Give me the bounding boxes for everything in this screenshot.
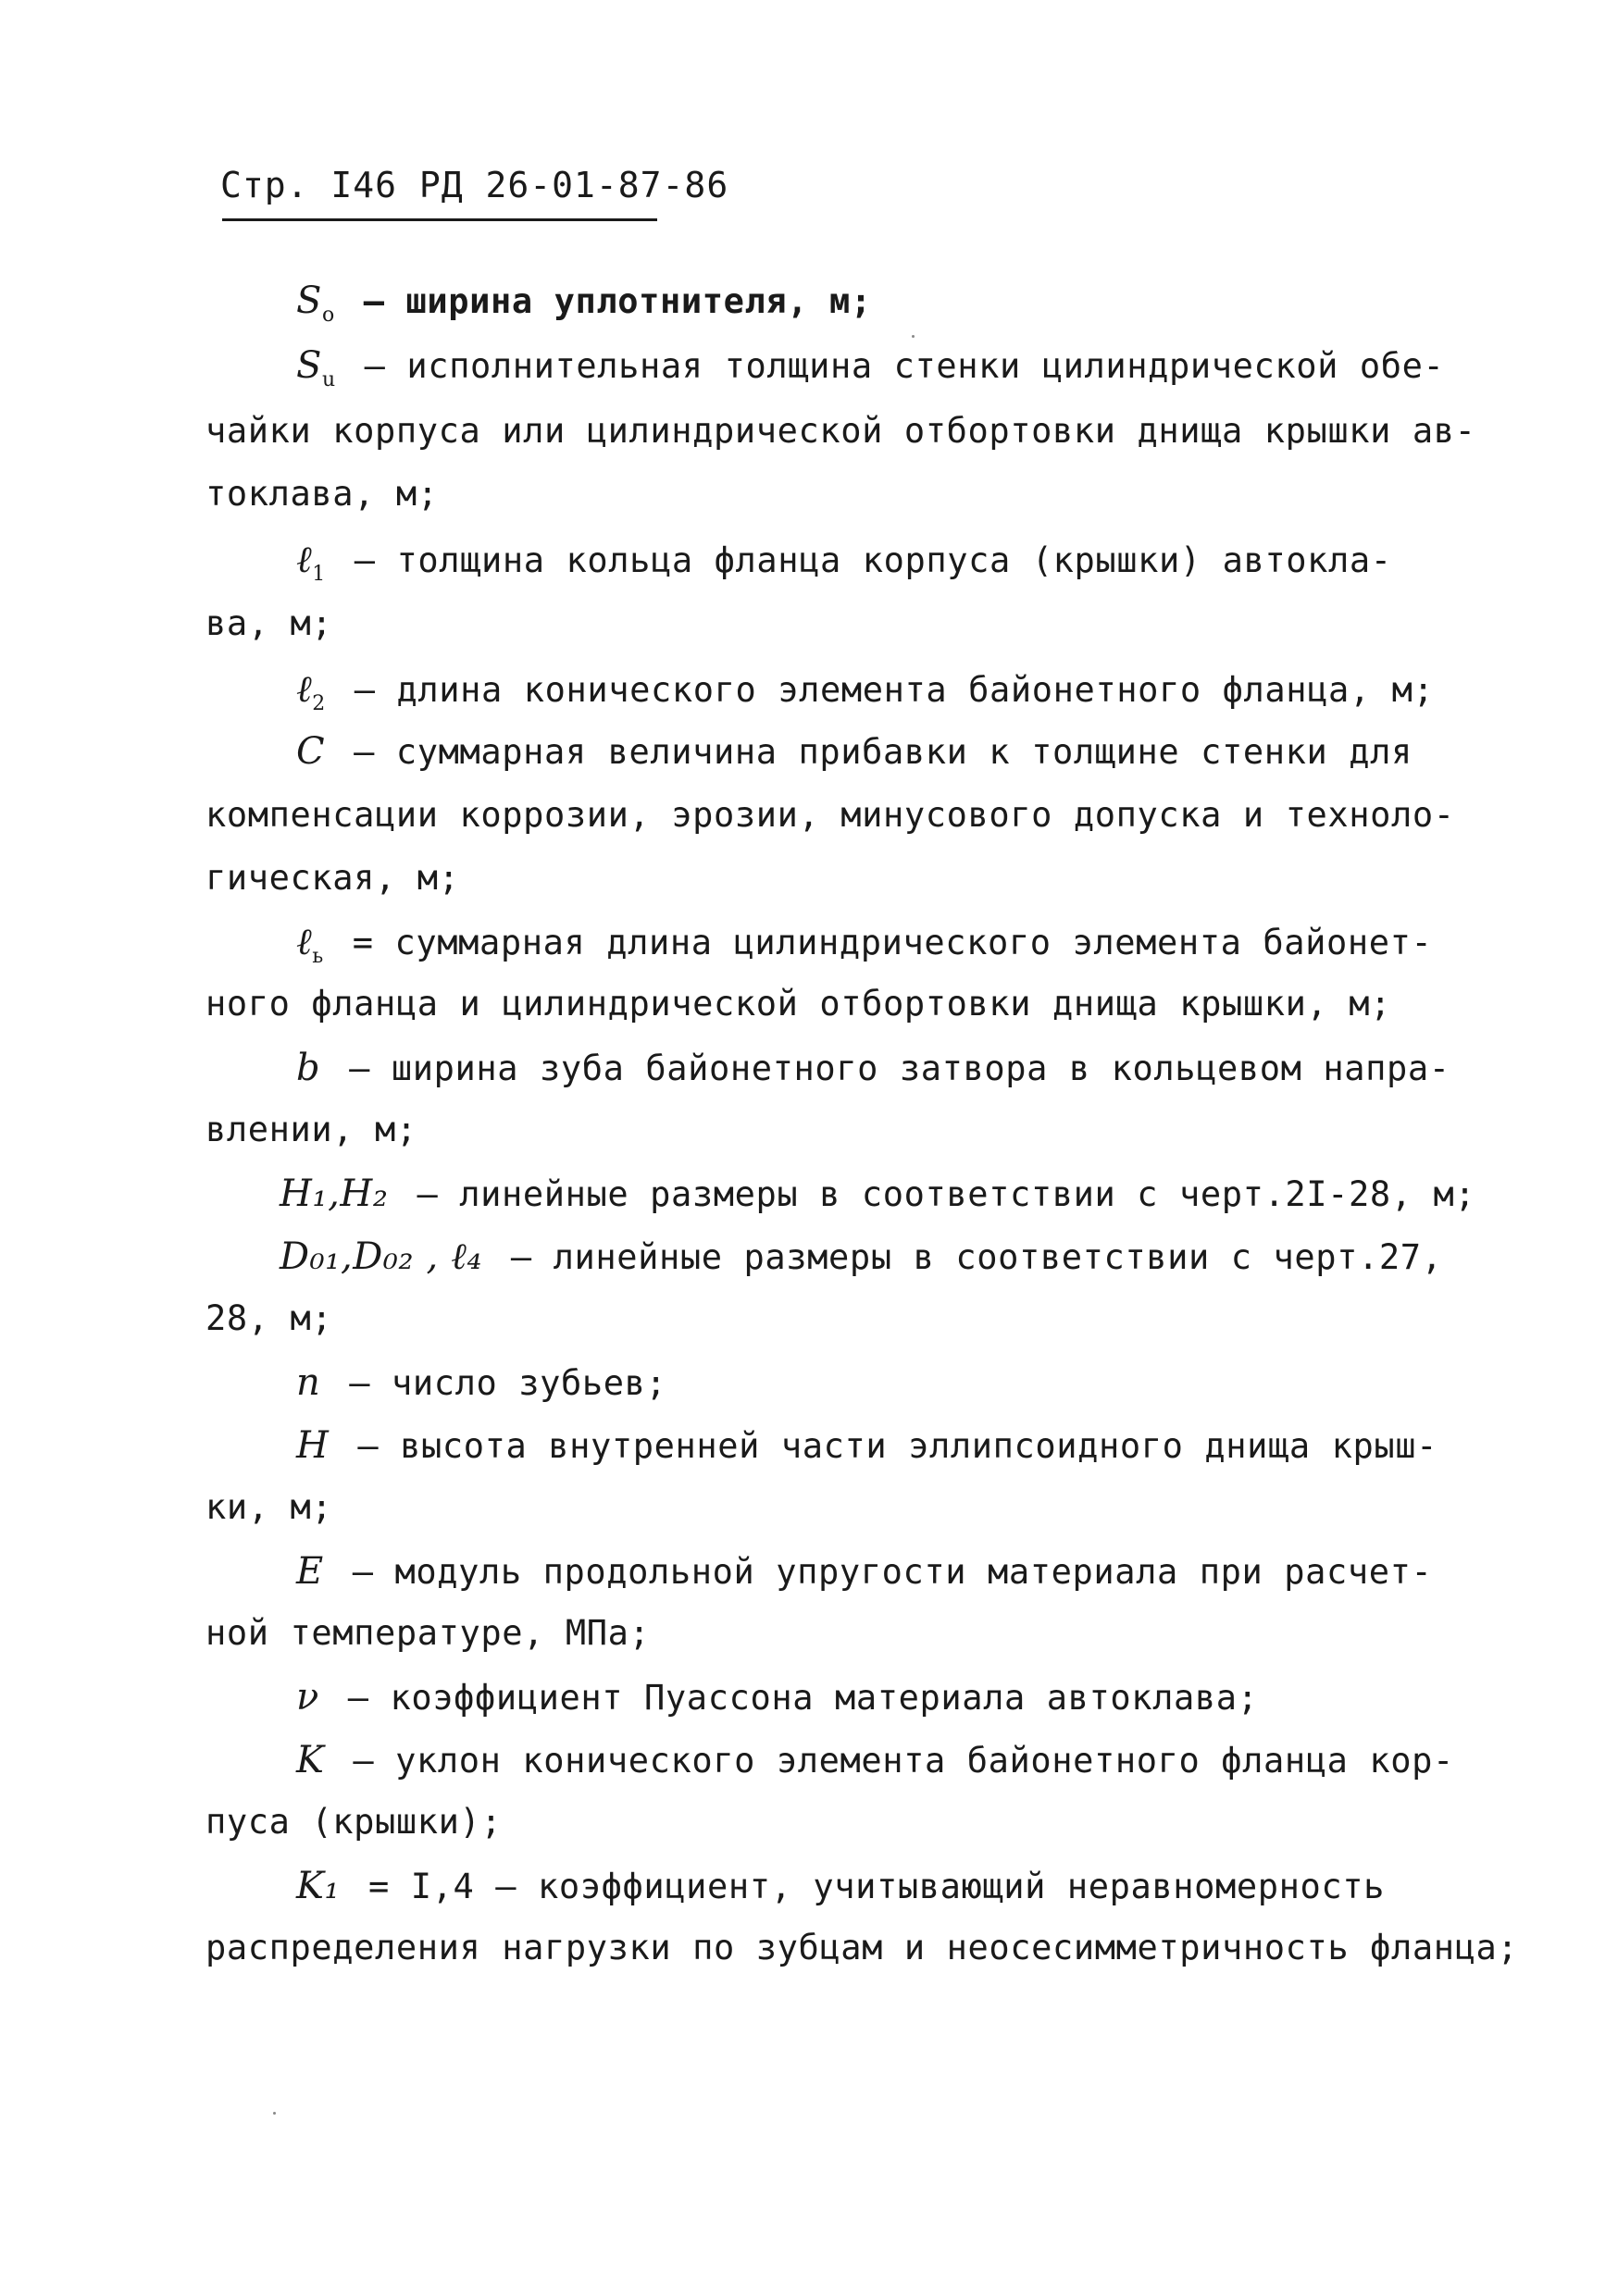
symbol-d01: D₀₁,D₀₂ , ℓ₄ xyxy=(280,1235,483,1278)
symbol-b: b xyxy=(296,1047,321,1089)
page-header: Стр. I46 РД 26-01-87-86 xyxy=(220,165,729,205)
symbol-h1h2: H₁,H₂ xyxy=(280,1173,389,1215)
scan-speck xyxy=(273,2112,276,2115)
def-line-cont: ного фланца и цилиндрической отбортовки днища крышки, м; xyxy=(205,984,1392,1024)
def-line-cont: влении, м; xyxy=(205,1110,417,1149)
def-text: – суммарная величина прибавки к толщине стенки для xyxy=(332,732,1413,772)
symbol-lb: ℓ$_ь$ xyxy=(296,921,324,968)
symbol-l2: ℓ$_2$ xyxy=(296,668,326,715)
def-line-n xyxy=(296,1361,667,1404)
header-underline xyxy=(222,218,657,221)
def-line-k xyxy=(296,1739,1454,1781)
def-line-cont: компенсации коррозии, эрозии, минусового допуска и техноло- xyxy=(205,795,1455,835)
def-line-cont: пуса (крышки); xyxy=(205,1802,503,1842)
def-line-h xyxy=(296,1424,1438,1467)
symbol-k1: K₁ xyxy=(296,1865,341,1907)
def-line-cont: ва, м; xyxy=(205,603,333,643)
def-text: – модуль продольной упругости материала при расчет- xyxy=(330,1552,1433,1592)
def-line-su xyxy=(296,344,1445,391)
def-line-cont: ки, м; xyxy=(205,1487,333,1527)
symbol-nu: ν xyxy=(296,1676,319,1719)
symbol-c: C xyxy=(296,730,326,773)
def-line-b xyxy=(296,1047,1450,1089)
def-text: – ширина зуба байонетного затвора в кольцевом напра- xyxy=(328,1049,1450,1088)
symbol-h: H xyxy=(296,1424,330,1467)
def-line-c xyxy=(296,730,1413,773)
def-text: – длина конического элемента байонетного фланца, м; xyxy=(332,670,1435,710)
def-line-h1h2 xyxy=(280,1173,1476,1215)
def-text: = суммарная длина цилиндрического элемента байонет- xyxy=(330,923,1433,962)
def-line-cont: гическая, м; xyxy=(205,858,460,898)
def-line-nu xyxy=(296,1676,1259,1719)
def-text: – линейные размеры в соответствии с черт.2I-28, м; xyxy=(395,1174,1476,1214)
def-text: – толщина кольца фланца корпуса (крышки) автокла- xyxy=(332,540,1392,580)
def-line-l1 xyxy=(296,541,1392,585)
def-line-d01 xyxy=(280,1235,1443,1278)
def-text: – число зубьев; xyxy=(328,1363,667,1403)
symbol-su: $S_u$ xyxy=(296,344,336,391)
symbol-l1: ℓ$_1$ xyxy=(296,539,326,586)
def-text: – линейные размеры в соответствии с черт.27, xyxy=(490,1237,1443,1277)
def-text: = I,4 – коэффициент, учитывающий неравномерность xyxy=(347,1867,1386,1906)
def-text: – коэффициент Пуассона материала автоклава; xyxy=(326,1678,1259,1718)
symbol-s0: $S_o$ xyxy=(296,279,335,327)
def-line-cont: токлава, м; xyxy=(205,474,439,514)
def-text: – ширина уплотнителя, м; xyxy=(342,281,872,321)
def-text: – исполнительная толщина стенки цилиндрической обе- xyxy=(342,346,1445,386)
def-line-lb xyxy=(296,921,1433,968)
def-line-cont: чайки корпуса или цилиндрической отбортовки днища крышки ав- xyxy=(205,411,1476,451)
def-line-cont: 28, м; xyxy=(205,1298,333,1338)
def-line-e xyxy=(296,1550,1433,1593)
symbol-k: K xyxy=(296,1739,325,1781)
def-text: – уклон конического элемента байонетного фланца кор- xyxy=(331,1741,1454,1781)
symbol-e: E xyxy=(296,1550,324,1593)
def-line-s0 xyxy=(296,279,872,327)
def-line-cont: распределения нагрузки по зубцам и неосесимметричность фланца; xyxy=(205,1928,1519,1967)
def-line-k1 xyxy=(296,1865,1386,1907)
symbol-n: n xyxy=(296,1361,321,1404)
def-line-l2 xyxy=(296,668,1435,715)
scan-speck xyxy=(912,335,915,338)
def-line-cont: ной температуре, МПа; xyxy=(205,1613,651,1653)
def-text: – высота внутренней части эллипсоидного днища крыш- xyxy=(336,1426,1438,1466)
